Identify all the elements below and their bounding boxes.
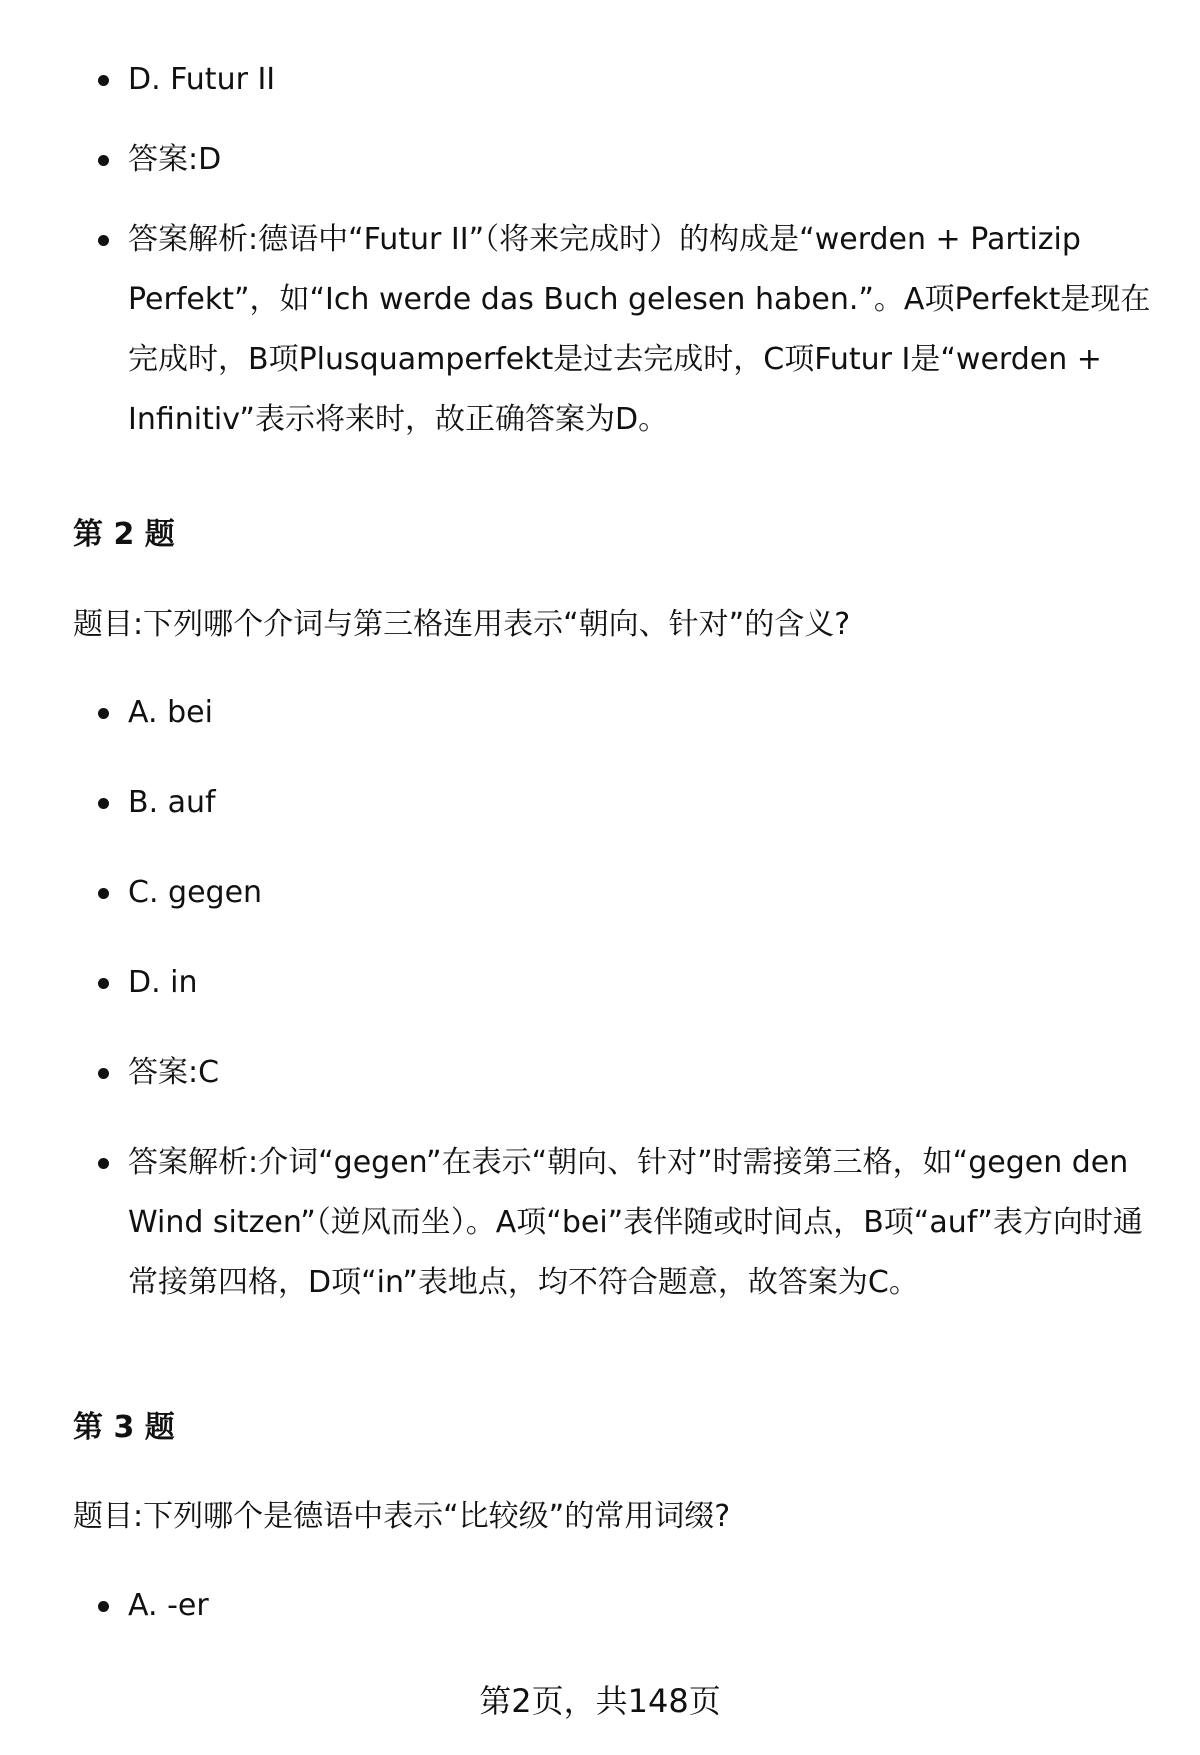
question-1-options (0, 50, 1200, 450)
question-heading: 第 3 题 (73, 1410, 175, 1445)
question-heading: 第 2 题 (73, 517, 175, 552)
question-2 (0, 515, 1200, 555)
question-2-options (0, 683, 1200, 1313)
question-1-tail (0, 50, 1200, 450)
option-a: A. bei (0, 683, 1200, 743)
answer: 答案:C (0, 1043, 1200, 1103)
answer-explanation: 答案解析:介词“gegen”在表示“朝向、针对”时需接第三格，如“gegen den Wind sitzen”（逆风而坐）。A项“bei”表伴随或时间点，B项“auf”表方向时通常接第四格，D项“in”表地点，均不符合题意，故答案为C。 (0, 1133, 1200, 1313)
question-stem: 题目:下列哪个是德语中表示“比较级”的常用词缀? (73, 1499, 731, 1534)
option-d: D. Futur II (0, 50, 1200, 110)
option-d: D. in (0, 953, 1200, 1013)
page-number: 第2页，共148页 (479, 1682, 721, 1720)
question-2-options-block (0, 683, 1200, 1313)
question-3 (0, 1408, 1200, 1448)
option-b: B. auf (0, 773, 1200, 833)
answer-explanation: 答案解析:德语中“Futur II”（将来完成时）的构成是“werden + Partizip Perfekt”，如“Ich werde das Buch gelesen haben.”。A项Perfekt是现在完成时，B项Plusquamperfekt是过去完成时，C项Futur I是“werden + Infinitiv”表示将来时，故正确答案为D。 (0, 210, 1200, 450)
option-a: A. -er (0, 1576, 1200, 1636)
question-3-stem-block (0, 1497, 1200, 1537)
question-stem: 题目:下列哪个介词与第三格连用表示“朝向、针对”的含义? (73, 607, 851, 642)
question-3-options (0, 1576, 1200, 1636)
question-3-options-block (0, 1576, 1200, 1636)
answer: 答案:D (0, 130, 1200, 190)
option-c: C. gegen (0, 863, 1200, 923)
question-2-stem-block (0, 605, 1200, 645)
